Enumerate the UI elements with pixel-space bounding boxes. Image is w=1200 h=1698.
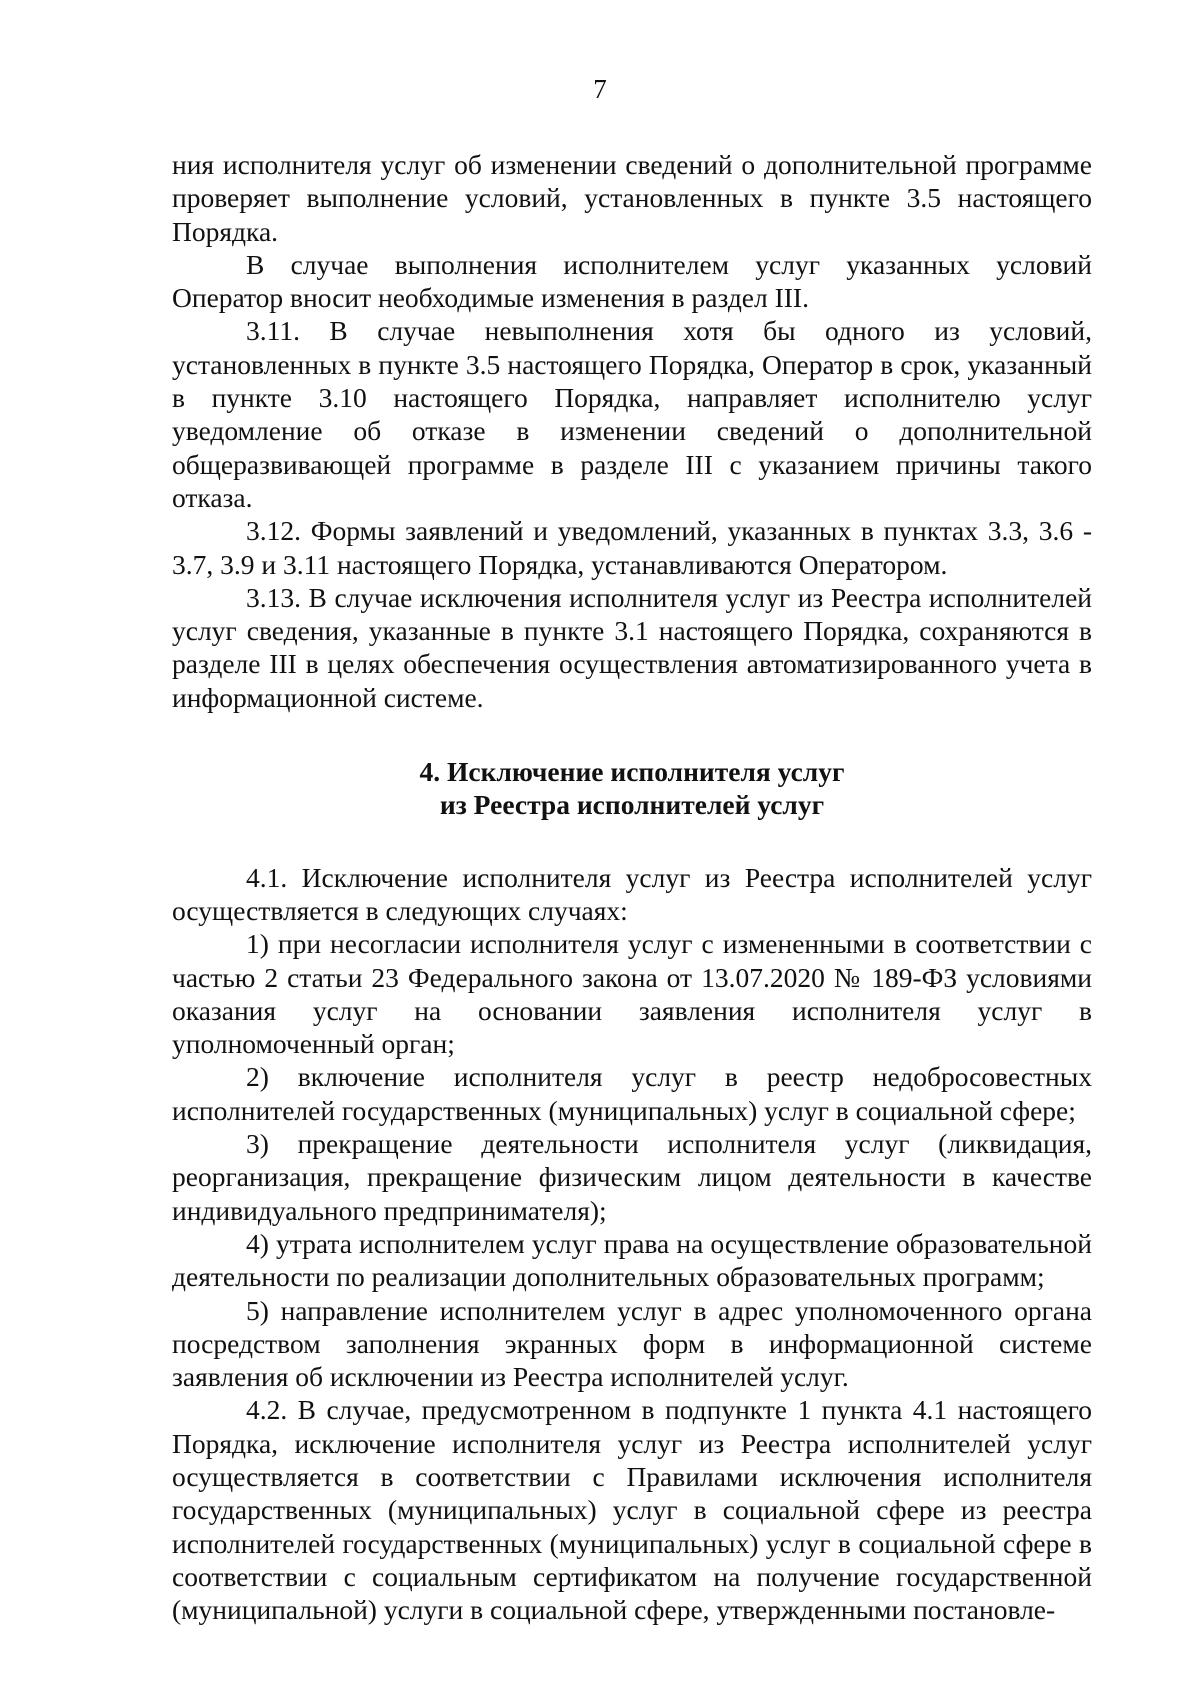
list-item-3: 3) прекращение деятельности исполнителя услуг (ликвидация, реорганизация, прекращение физическим лицом деятельности в качестве индивидуального предпринимателя);: [172, 1128, 1092, 1226]
document-body: [172, 148, 1092, 1626]
paragraph-4-2: 4.2. В случае, предусмотренном в подпункте 1 пункта 4.1 настоящего Порядка, исключение исполнителя услуг из Реестра исполнителей услуг осуществляется в соответствии с Правилами исключения исполнителя государственных (муниципальных) услуг в социальной сфере из реестра исполнителей государственных (муниципальных) услуг в социальной сфере в соответствии с социальным сертификатом на получение государственной (муниципальной) услуги в социальной сфере, утвержденными постановле-: [172, 1394, 1092, 1626]
section-heading: [172, 755, 1092, 822]
paragraph-3-12: 3.12. Формы заявлений и уведомлений, указанных в пунктах 3.3, 3.6 - 3.7, 3.9 и 3.11 настоящего Порядка, устанавливаются Оператором.: [172, 515, 1092, 580]
paragraph-4-1: 4.1. Исключение исполнителя услуг из Реестра исполнителей услуг осуществляется в следующих случаях:: [172, 861, 1092, 926]
list-item-4: 4) утрата исполнителем услуг права на осуществление образовательной деятельности по реализации дополнительных образовательных программ;: [172, 1227, 1092, 1293]
page-number: 7: [593, 74, 607, 104]
paragraph-continuation: ния исполнителя услуг об изменении сведений о дополнительной программе проверяет выполнение условий, установленных в пункте 3.5 настоящего Порядка.: [172, 149, 1092, 247]
list-item-2: 2) включение исполнителя услуг в реестр недобросовестных исполнителей государственных (муниципальных) услуг в социальной сфере;: [172, 1061, 1092, 1126]
paragraph-3-13: 3.13. В случае исключения исполнителя услуг из Реестра исполнителей услуг сведения, указанные в пункте 3.1 настоящего Порядка, сохраняются в разделе III в целях обеспечения осуществления автоматизированного учета в информационной системе.: [172, 581, 1092, 713]
list-item-5: 5) направление исполнителем услуг в адрес уполномоченного органа посредством заполнения экранных форм в информационной системе заявления об исключении из Реестра исполнителей услуг.: [172, 1294, 1092, 1393]
list-item-1: 1) при несогласии исполнителя услуг с измененными в соответствии с частью 2 статьи 23 Федерального закона от 13.07.2020 № 189-ФЗ условиями оказания услуг на основании заявления исполнителя услуг в уполномоченный орган;: [172, 928, 1092, 1060]
section-heading-line-1: 4. Исключение исполнителя услуг: [419, 756, 845, 788]
paragraph: В случае выполнения исполнителем услуг указанных условий Оператор вносит необходимые изменения в раздел III.: [172, 248, 1092, 314]
section-heading-line-2: из Реестра исполнителей услуг: [439, 789, 825, 821]
paragraph-3-11: 3.11. В случае невыполнения хотя бы одного из условий, установленных в пункте 3.5 настоящего Порядка, Оператор в срок, указанный в пункте 3.10 настоящего Порядка, направляет исполнителю услуг уведомление об отказе в изменении сведений о дополнительной общеразвивающей программе в разделе III с указанием причины такого отказа.: [172, 315, 1092, 513]
